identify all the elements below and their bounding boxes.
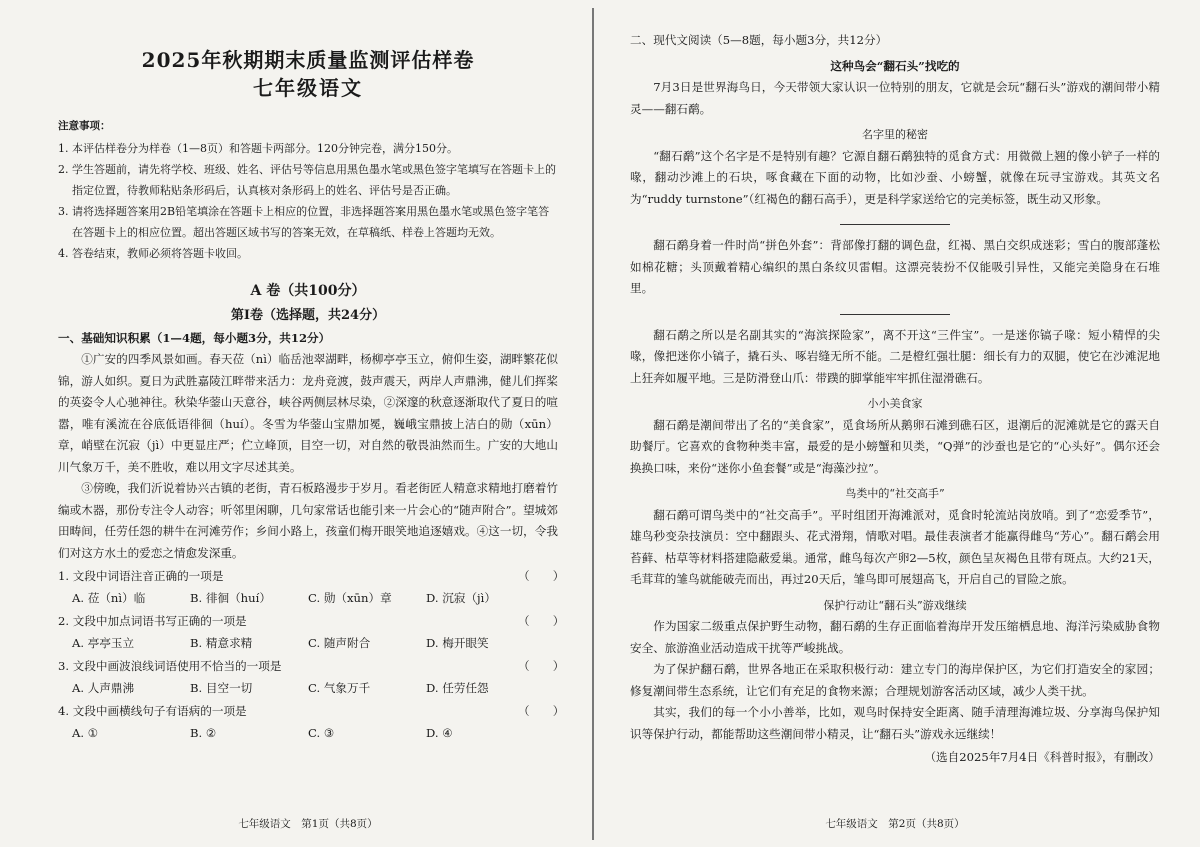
- page-right: [630, 30, 1160, 837]
- option: D. 任劳任怨: [426, 680, 489, 695]
- article-paragraph: 为了保护翻石鹬，世界各地正在采取积极行动：建立专门的海岸保护区，为它们打造安全的家园；修复潮间带生态系统，让它们有充足的食物来源；合理规划游客活动区域，减少人类干扰。: [630, 662, 1160, 698]
- option: B. 徘徊（huí）: [190, 590, 271, 605]
- note-item: 3. 请将选择题答案用2B铅笔填涂在答题卡上相应的位置，非选择题答案用黑色墨水笔或黑色签字笔答在答题卡上的相应位置。超出答题区域书写的答案无效，在草稿纸、样卷上答题均无效。: [58, 204, 550, 239]
- article-source: （选自2025年7月4日《科普时报》，有删改）: [924, 750, 1160, 764]
- page-footer: 七年级语文 第2页（共8页）: [825, 817, 965, 830]
- answer-paren: （ ）: [518, 569, 565, 583]
- answer-paren: （ ）: [518, 704, 565, 718]
- question-text: 4. 文段中画横线句子有语病的一项是: [58, 704, 247, 718]
- option: B. 目空一切: [190, 680, 253, 695]
- answer-paren: （ ）: [518, 659, 565, 673]
- article-paragraph: 其实，我们的每一个小小善举，比如，观鸟时保持安全距离、随手清理海滩垃圾、分享海鸟保护知识等保护行动，都能帮助这些潮间带小精灵，让“翻石头”游戏永远继续！: [630, 705, 1160, 741]
- option: B. ②: [190, 725, 217, 740]
- note-item: 4. 答卷结束，教师必须将答题卡收回。: [58, 246, 248, 260]
- question-text: 1. 文段中词语注音正确的一项是: [58, 569, 224, 583]
- article-paragraph: “翻石鹬”这个名字是不是特别有趣？它源自翻石鹬独特的觅食方式：用微微上翘的像小铲子一样的喙，翻动沙滩上的石块，啄食藏在下面的动物，比如沙蚕、小螃蟹，就像在玩寻宝游戏。其英文名为“ruddy turnstone”（红褐色的翻石高手），更是科学家送给它的完美标签，既生动又形象。: [630, 148, 1160, 206]
- question-2: [58, 611, 565, 654]
- subheading: 保护行动让“翻石头”游戏继续: [823, 598, 967, 612]
- option: D. 梅开眼笑: [426, 635, 489, 650]
- section-1-heading: 一、基础知识积累（1—4题，每小题3分，共12分）: [58, 330, 331, 345]
- page-footer: 七年级语文 第1页（共8页）: [238, 817, 378, 830]
- blank-subheading-line: [840, 314, 950, 315]
- article-paragraph: 7月3日是世界海鸟日，今天带领大家认识一位特别的朋友，它就是会玩“翻石头”游戏的潮间带小精灵——翻石鹬。: [630, 80, 1160, 116]
- subheading: 鸟类中的“社交高手”: [845, 487, 945, 500]
- subheading: 小小美食家: [867, 397, 923, 410]
- section-a-heading: A 卷（共100分）: [250, 282, 366, 299]
- part-1-heading: 第Ⅰ卷（选择题，共24分）: [230, 307, 386, 323]
- question-3: [58, 656, 565, 699]
- option: A. ①: [72, 725, 99, 740]
- option: C. 气象万千: [308, 680, 371, 695]
- notes-heading: 注意事项：: [58, 120, 111, 132]
- article-paragraph: 作为国家二级重点保护野生动物，翻石鹬的生存正面临着海岸开发压缩栖息地、海洋污染威胁食物安全、旅游渔业活动造成干扰等严峻挑战。: [630, 619, 1160, 655]
- passage-paragraph: ①广安的四季风景如画。春天莅（nì）临岳池翠湖畔，杨柳亭亭玉立，俯仰生姿，湖畔繁花似锦，游人如织。夏日为武胜嘉陵江畔带来活力：龙舟竞渡，鼓声震天，两岸人声鼎沸，健儿们挥桨的英姿令人心驰神往。秋染华蓥山天意谷，峡谷两侧层林尽染，②深邃的秋意逐渐取代了夏日的喧嚣，唯有溪流在谷底低语徘徊（huí）。冬雪为华蓥山宝鼎加冕，巍峨宝鼎披上洁白的勋（xūn）章，峭壁在沉寂（jì）中更显庄严；伫立峰顶，目空一切，对自然的敬畏油然而生。广安的大地山川气象万千，美不胜收，难以用文字尽述其美。: [58, 352, 558, 474]
- note-item: 2. 学生答题前，请先将学校、班级、姓名、评估号等信息用黑色墨水笔或黑色签字笔填写在答题卡上的指定位置，待教师粘贴条形码后，认真核对条形码上的姓名、评估号是否正确。: [58, 162, 556, 197]
- question-4: [58, 701, 565, 744]
- article-paragraph: 翻石鹬身着一件时尚“拼色外套”：背部像打翻的调色盘，红褐、黑白交织成迷彩；雪白的腹部蓬松如棉花糖；头顶戴着精心编织的黑白条纹贝雷帽。这漂亮装扮不仅能吸引异性，又能完美隐身在石堆里。: [630, 238, 1160, 295]
- blank-subheading-line: [840, 224, 950, 225]
- option: A. 人声鼎沸: [72, 680, 135, 695]
- subheading: 名字里的秘密: [862, 128, 928, 141]
- exam-title: 2025年秋期期末质量监测评估样卷: [141, 48, 475, 72]
- option: A. 莅（nì）临: [72, 590, 146, 605]
- note-item: 1. 本评估样卷分为样卷（1—8页）和答题卡两部分。120分钟完卷，满分150分。: [58, 141, 458, 155]
- passage-paragraph: ③傍晚，我们沂说着协兴古镇的老街，青石板路漫步于岁月。看老街匠人精意求精地打磨着竹编或木器，那份专注令人动容；听邻里闲聊，几句家常话也能引来一片会心的“随声附合”。望城郊田畴间，任劳任怨的耕牛在河滩劳作；乡间小路上，孩童们梅开眼笑地追逐嬉戏。④这一切，令我们对这方水土的爱恋之情愈发深重。: [58, 481, 558, 560]
- article-paragraph: 翻石鹬之所以是名副其实的“海滨探险家”，离不开这“三件宝”。一是迷你镐子喙：短小精悍的尖喙，像把迷你小镐子，撬石头、啄岩缝无所不能。二是橙红强壮腿：细长有力的双腿，使它在沙滩泥地上狂奔如履平地。三是防滑登山爪：带蹼的脚掌能牢牢抓住湿滑礁石。: [630, 327, 1160, 385]
- option: C. 随声附合: [308, 635, 371, 650]
- option: A. 亭亭玉立: [72, 635, 135, 650]
- article-paragraph: 翻石鹬是潮间带出了名的“美食家”，觅食场所从鹅卵石滩到礁石区，退潮后的泥滩就是它的露天自助餐厅。它喜欢的食物种类丰富，最爱的是小螃蟹和贝类，“Q弹”的沙蚕也是它的“心头好”。偶尔还会换换口味，来份“迷你小鱼套餐”或是“海藻沙拉”。: [630, 417, 1160, 475]
- article-paragraph: 翻石鹬可谓鸟类中的“社交高手”。平时组团开海滩派对，觅食时轮流站岗放哨。到了“恋爱季节”，雄鸟秒变杂技演员：空中翻跟头、花式滑翔，情歌对唱。最佳表演者才能赢得雌鸟“芳心”。翻石鹬会用苔藓、枯草等材料搭建隐蔽爱巢。通常，雌鸟每次产卵2—5枚，颜色呈灰褐色且带有斑点。大约21天，毛茸茸的雏鸟就能破壳而出，再过20天后，雏鸟即可展翅高飞，开启自己的冒险之旅。: [630, 507, 1160, 586]
- page-fold-line: [592, 8, 594, 840]
- article-title: 这种鸟会“翻石头”找吃的: [830, 58, 960, 73]
- option: B. 精意求精: [190, 635, 253, 650]
- answer-paren: （ ）: [518, 614, 565, 628]
- exam-subject: 七年级语文: [253, 76, 363, 100]
- question-text: 3. 文段中画波浪线词语使用不恰当的一项是: [58, 659, 282, 673]
- option: C. ③: [308, 725, 335, 740]
- question-text: 2. 文段中加点词语书写正确的一项是: [58, 614, 247, 628]
- option: D. 沉寂（jì）: [426, 590, 496, 605]
- option: D. ④: [426, 725, 453, 740]
- question-1: [58, 566, 565, 609]
- page-left: [58, 30, 565, 837]
- section-2-heading: 二、现代文阅读（5—8题，每小题3分，共12分）: [630, 33, 888, 47]
- option: C. 勋（xūn）章: [308, 590, 392, 605]
